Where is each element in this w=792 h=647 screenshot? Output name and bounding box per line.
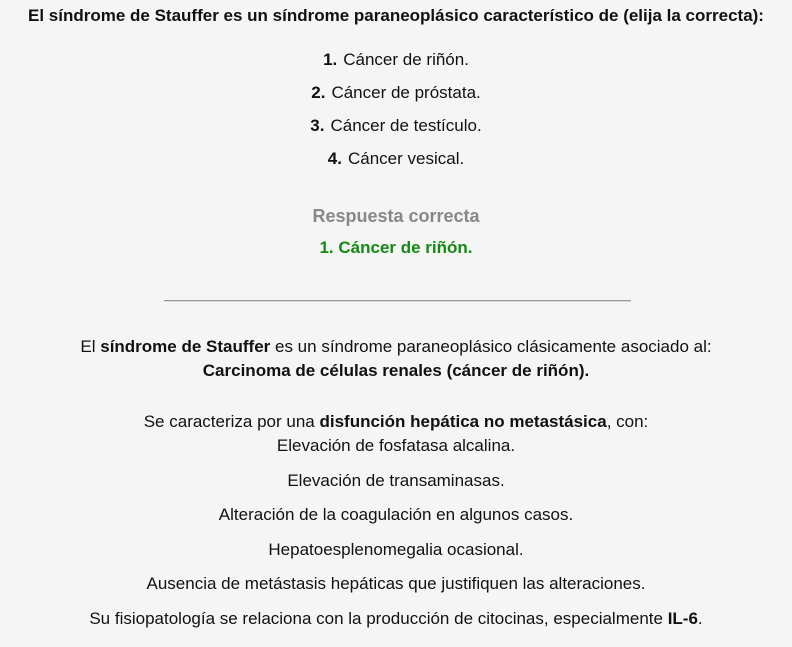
option-number: 3.	[310, 116, 325, 135]
option-label: Cáncer de riñón.	[343, 50, 469, 69]
explanation-line-1	[0, 335, 792, 359]
explanation-text: .	[697, 608, 703, 628]
feature-item: Alteración de la coagulación en algunos casos.	[218, 505, 574, 524]
option-1[interactable]	[0, 50, 792, 83]
feature-item: Ausencia de metástasis hepáticas que justifiquen las alteraciones.	[146, 574, 646, 593]
explanation-text: , con:	[606, 412, 649, 431]
option-number: 1.	[323, 50, 338, 69]
explanation-text: Su fisiopatología se relaciona con la producción de citocinas, especialmente	[89, 608, 668, 628]
explanation-text: es un síndrome paraneoplásico clásicamente asociado al:	[270, 337, 712, 356]
explanation-text: El	[80, 337, 101, 356]
feature-item: Elevación de transaminasas.	[287, 470, 505, 490]
explanation-details	[0, 410, 792, 643]
pathophysiology-line	[0, 609, 792, 644]
feature-item: Hepatoesplenomegalia ocasional.	[268, 539, 524, 559]
explanation-text: Se caracteriza por una	[143, 412, 320, 431]
option-4[interactable]	[0, 149, 792, 182]
characterization-line	[0, 410, 792, 436]
feature-item: Elevación de fosfatasa alcalina.	[276, 436, 516, 455]
option-3[interactable]	[0, 116, 792, 149]
option-number: 2.	[311, 83, 326, 102]
cytokine-name: IL-6	[667, 608, 698, 628]
associated-cancer: Carcinoma de células renales (cáncer de riñón).	[202, 361, 590, 380]
option-2[interactable]	[0, 83, 792, 116]
option-number: 4.	[327, 149, 342, 168]
option-label: Cáncer vesical.	[347, 149, 465, 168]
answer-heading: Respuesta correcta	[312, 206, 480, 226]
key-term: disfunción hepática no metastásica	[319, 412, 607, 431]
syndrome-name: síndrome de Stauffer	[100, 337, 271, 356]
option-label: Cáncer de próstata.	[331, 83, 481, 102]
options-list	[0, 50, 792, 182]
option-label: Cáncer de testículo.	[330, 116, 482, 135]
correct-answer: 1. Cáncer de riñón.	[319, 238, 473, 257]
divider	[164, 300, 631, 302]
question-text: El síndrome de Stauffer es un síndrome paraneoplásico característico de (elija la correcta):	[28, 6, 764, 25]
explanation-intro	[0, 335, 792, 383]
